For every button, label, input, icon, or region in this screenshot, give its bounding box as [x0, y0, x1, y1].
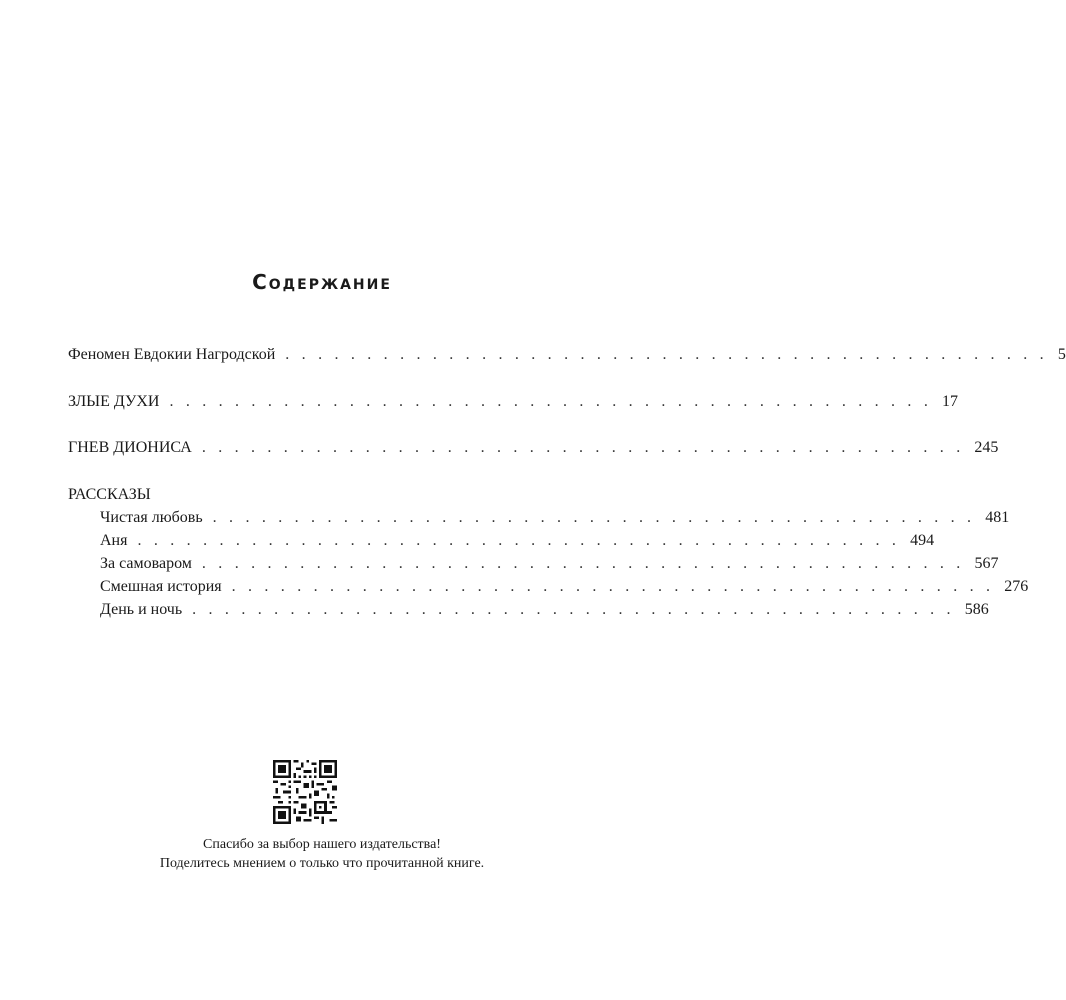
toc-entry-label: День и ночь — [100, 601, 183, 618]
toc-entry-label: Феномен Евдокии Нагродской — [68, 346, 276, 363]
toc-entry-page: 586 — [964, 601, 989, 618]
toc-leader-dots: . . . . . . . . . . . . . . . . . . . . . . . . . . . . . . . . . . . . . . . . . . . . . . . — [285, 346, 1048, 363]
toc-subentry — [100, 554, 999, 574]
toc-entry — [68, 345, 1066, 365]
toc-entry-page: 245 — [974, 439, 999, 456]
toc-leader-dots: . . . . . . . . . . . . . . . . . . . . . . . . . . . . . . . . . . . . . . . . . . . . . . . — [212, 509, 976, 526]
toc-leader-dots: . . . . . . . . . . . . . . . . . . . . . . . . . . . . . . . . . . . . . . . . . . . . . . . — [201, 439, 965, 456]
toc-entry-label: Смешная история — [100, 578, 222, 595]
toc-entry-label: ЗЛЫЕ ДУХИ — [68, 393, 160, 410]
toc-subentry — [100, 600, 989, 620]
toc-subentry — [100, 577, 1029, 597]
toc-entry — [68, 438, 999, 458]
toc-entry-page: 276 — [1004, 578, 1029, 595]
toc-entry-page: 567 — [974, 555, 999, 572]
qr-code[interactable] — [273, 760, 337, 824]
toc-leader-dots: . . . . . . . . . . . . . . . . . . . . . . . . . . . . . . . . . . . . . . . . . . . . . . . — [169, 393, 933, 410]
footer-feedback: Поделитесь мнением о только что прочитанной книге. — [159, 856, 485, 871]
toc-entry — [68, 392, 959, 412]
toc-leader-dots: . . . . . . . . . . . . . . . . . . . . . . . . . . . . . . . . . . . . . . . . . . . . . . . — [192, 601, 955, 618]
toc-leader-dots: . . . . . . . . . . . . . . . . . . . . . . . . . . . . . . . . . . . . . . . . . . . . . . . — [231, 578, 995, 595]
toc-entry-page: 481 — [985, 509, 1010, 526]
toc-entry-page: 17 — [942, 393, 959, 410]
toc-entry-label: Чистая любовь — [100, 509, 203, 526]
footer-thanks: Спасибо за выбор нашего издательства! — [203, 837, 441, 852]
toc-entry-label: За самоваром — [100, 555, 192, 572]
toc-entry-page: 5 — [1057, 346, 1066, 363]
toc-leader-dots: . . . . . . . . . . . . . . . . . . . . . . . . . . . . . . . . . . . . . . . . . . . . . . . — [201, 555, 965, 572]
toc-subentry — [100, 508, 1010, 528]
section-heading: РАССКАЗЫ — [68, 486, 151, 503]
page-title: Содержание — [252, 270, 392, 294]
toc-leader-dots: . . . . . . . . . . . . . . . . . . . . . . . . . . . . . . . . . . . . . . . . . . . . . . . — [137, 532, 901, 549]
toc-entry-label: Аня — [100, 532, 128, 549]
toc-entry-page: 494 — [910, 532, 935, 549]
toc-subentry — [100, 531, 935, 551]
toc-entry-label: ГНЕВ ДИОНИСА — [68, 439, 192, 456]
